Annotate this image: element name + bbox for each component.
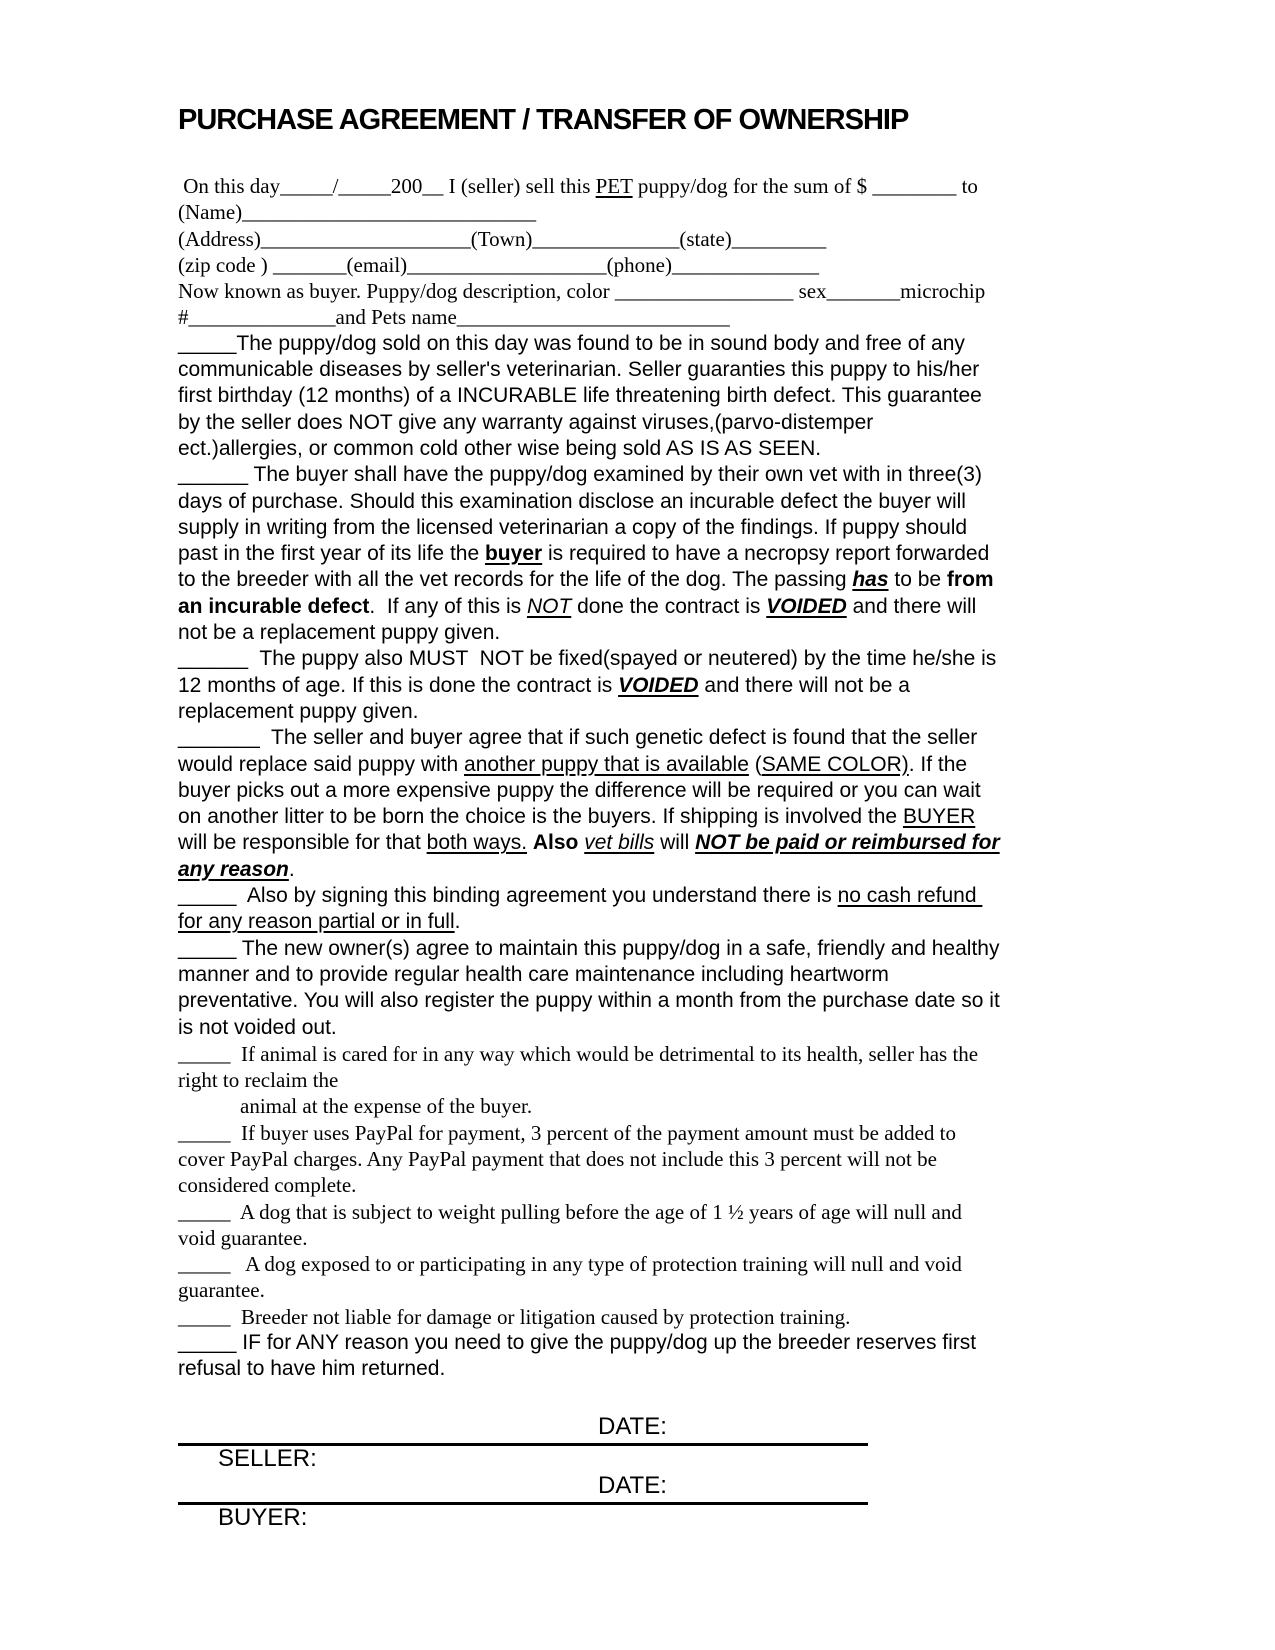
text-line (178, 857, 1098, 883)
text-segment: preventative. You will also register the puppy within a month from the purchase date so it (178, 989, 1000, 1013)
text-line (178, 1120, 1098, 1146)
text-segment: is not voided out. (178, 1015, 337, 1039)
text-segment: Also (532, 831, 579, 855)
text-segment: will be responsible for that (178, 831, 427, 855)
text-segment: replacement puppy given. (178, 699, 419, 723)
text-segment: has (852, 568, 889, 592)
text-line (178, 594, 1098, 620)
text-line (178, 936, 1098, 962)
paragraph-block (178, 1330, 1098, 1383)
text-segment: manner and to provide regular health care maintenance including heartworm (178, 962, 889, 986)
text-segment: NOT (526, 594, 572, 618)
text-segment: VOIDED (618, 673, 699, 697)
text-segment: both ways. (426, 831, 528, 855)
buyer-date-label: DATE: (598, 1471, 667, 1499)
text-segment: no cash refund (837, 884, 983, 908)
text-segment: to the breeder with all the vet records for the life of the dog. The passing (178, 568, 853, 592)
text-line (178, 1356, 1098, 1382)
text-line (178, 226, 1098, 252)
buyer-signature-line (178, 1470, 868, 1531)
text-line (178, 909, 1098, 935)
text-line (178, 541, 1098, 567)
text-segment: _____ The new owner(s) agree to maintain this puppy/dog in a safe, friendly and healthy (178, 936, 1000, 960)
text-line (178, 357, 1098, 383)
text-segment: (Name)____________________________ (178, 200, 537, 225)
text-line (178, 752, 1098, 778)
seller-signature-line (178, 1411, 868, 1472)
text-line (178, 1251, 1098, 1277)
text-segment: _____ A dog that is subject to weight pulling before the age of 1 ½ years of age will null and (178, 1199, 962, 1224)
signature-area (178, 1411, 1215, 1531)
text-segment: ______ The puppy also MUST NOT be fixed(spayed or neutered) by the time he/she is (178, 647, 997, 671)
text-line (178, 1199, 1098, 1225)
text-line (178, 278, 1098, 304)
text-segment: another puppy that is available (464, 752, 749, 776)
seller-label: SELLER: (218, 1444, 317, 1472)
text-segment: (zip code ) _______(email)___________________(phone)______________ (178, 252, 819, 277)
text-line (178, 1277, 1098, 1303)
text-segment: ______ The buyer shall have the puppy/dog examined by their own vet with in three(3) (178, 463, 982, 487)
text-segment: 12 months of age. If this is done the contract is (178, 673, 619, 697)
text-line (178, 778, 1098, 804)
text-line (178, 410, 1098, 436)
text-line (178, 1015, 1098, 1041)
text-line (178, 883, 1098, 909)
text-segment: . (454, 910, 461, 934)
text-segment: void guarantee. (178, 1225, 308, 1250)
text-segment: Now known as buyer. Puppy/dog description, color _________________ sex_______microchip (178, 279, 986, 304)
text-segment: . (288, 857, 295, 881)
text-line (178, 804, 1098, 830)
paragraph-block (178, 1041, 1098, 1330)
text-segment: (Address)____________________(Town)______________(state)_________ (178, 226, 827, 251)
text-segment: _____ If buyer uses PayPal for payment, 3 percent of the payment amount must be added to (178, 1120, 956, 1145)
text-segment: on another litter to be born the choice is the buyers. If shipping is involved the (178, 805, 903, 829)
text-segment: _____ IF for ANY reason you need to give the puppy/dog up the breeder reserves first (178, 1331, 977, 1355)
text-line (178, 462, 1098, 488)
text-segment: an incurable defect (178, 594, 370, 618)
text-segment: PET (595, 174, 633, 198)
text-segment: would replace said puppy with (178, 752, 465, 776)
text-line (178, 199, 1098, 225)
text-segment: animal at the expense of the buyer. (240, 1094, 533, 1119)
text-segment: ( (748, 752, 762, 776)
document-body (178, 173, 1098, 1383)
text-segment: supply in writing from the licensed veterinarian a copy of the findings. If puppy should (178, 515, 968, 539)
text-line (178, 646, 1098, 672)
text-line (178, 1146, 1098, 1172)
text-segment: _____ Breeder not liable for damage or litigation caused by protection training. (178, 1304, 851, 1329)
text-segment: buyer picks out a more expensive puppy the difference will be required or you can wait (178, 778, 981, 802)
text-line (178, 699, 1098, 725)
page-title: PURCHASE AGREEMENT / TRANSFER OF OWNERSHIP (178, 104, 909, 136)
text-segment: _____ If animal is cared for in any way which would be detrimental to its health, seller has the (178, 1041, 979, 1066)
text-line (178, 988, 1098, 1014)
paragraph-block (178, 173, 1098, 331)
text-line (178, 620, 1098, 646)
paragraph-block (178, 331, 1098, 1041)
buyer-label: BUYER: (218, 1503, 308, 1531)
text-line (178, 383, 1098, 409)
text-line (178, 673, 1098, 699)
text-segment: guarantee. (178, 1278, 265, 1303)
text-segment: from (946, 568, 994, 592)
text-segment: buyer (484, 542, 543, 566)
text-segment: _____ A dog exposed to or participating in any type of protection training will null and void (178, 1252, 962, 1277)
text-segment: right to reclaim the (178, 1068, 339, 1093)
text-segment: SAME COLOR) (761, 752, 909, 776)
text-line (178, 252, 1098, 278)
text-line (178, 1225, 1098, 1251)
text-segment: done the contract is (571, 594, 767, 618)
text-line (178, 1067, 1098, 1093)
text-segment: cover PayPal charges. Any PayPal payment that does not include this 3 percent will not be (178, 1146, 937, 1171)
text-segment: not be a replacement puppy given. (178, 621, 501, 645)
text-line (178, 962, 1098, 988)
text-segment: considered complete. (178, 1173, 357, 1198)
text-segment: first birthday (12 months) of a INCURABLE life threatening birth defect. This guarantee (178, 384, 982, 408)
text-line (178, 173, 1098, 199)
text-segment: is required to have a necropsy report forwarded (542, 542, 990, 566)
text-segment: will (654, 831, 696, 855)
text-segment: On this day_____/_____200__ I (seller) sell this (178, 174, 596, 198)
text-line (178, 725, 1098, 751)
text-segment: to be (888, 568, 947, 592)
text-line (178, 436, 1098, 462)
text-line (178, 515, 1098, 541)
text-segment: any reason (178, 857, 289, 881)
text-segment: BUYER (902, 805, 976, 829)
text-segment: NOT be paid or reimbursed for (695, 831, 1000, 855)
text-line (178, 1172, 1098, 1198)
text-segment: _____The puppy/dog sold on this day was found to be in sound body and free of any (178, 331, 965, 355)
text-segment: ect.)allergies, or common cold other wise being sold AS IS AS SEEN. (178, 436, 822, 460)
text-segment: communicable diseases by seller's veterinarian. Seller guaranties this puppy to his/her (178, 358, 980, 382)
text-segment: puppy/dog for the sum of $ ________ to (632, 174, 978, 198)
text-line (178, 489, 1098, 515)
text-segment: . If the (908, 752, 968, 776)
text-segment: _____ Also by signing this binding agreement you understand there is (178, 884, 838, 908)
text-segment: refusal to have him returned. (178, 1357, 446, 1381)
text-segment: VOIDED (766, 594, 847, 618)
text-segment: past in the first year of its life the (178, 542, 485, 566)
text-line (178, 1330, 1098, 1356)
text-segment: by the seller does NOT give any warranty against viruses,(parvo-distemper (178, 410, 874, 434)
text-line (178, 567, 1098, 593)
text-segment: and there will (846, 594, 977, 618)
text-line (178, 1304, 1098, 1330)
text-line (178, 830, 1098, 856)
text-segment: days of purchase. Should this examination disclose an incurable defect the buyer will (178, 489, 966, 513)
text-segment: _______ The seller and buyer agree that if such genetic defect is found that the seller (178, 726, 978, 750)
text-segment: vet bills (584, 831, 655, 855)
text-segment: . If any of this is (369, 594, 527, 618)
text-line (178, 1093, 1098, 1119)
text-segment: #______________and Pets name__________________________ (178, 305, 730, 330)
text-line (178, 331, 1098, 357)
text-line (178, 304, 1098, 330)
text-line (178, 1041, 1098, 1067)
seller-date-label: DATE: (598, 1412, 667, 1440)
text-segment: for any reason partial or in full (178, 910, 455, 934)
text-segment: and there will not be a (698, 673, 910, 697)
